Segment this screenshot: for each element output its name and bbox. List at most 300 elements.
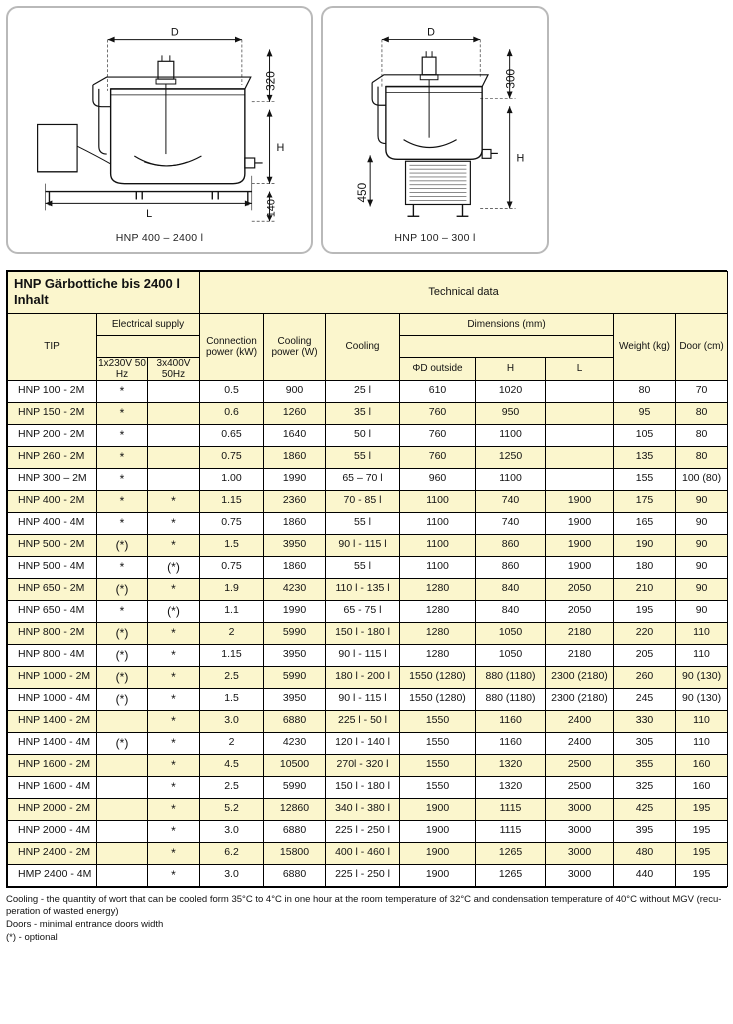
row-supply-3x400: * bbox=[148, 754, 200, 776]
row-door: 90 bbox=[676, 556, 728, 578]
row-dim-h: 1250 bbox=[476, 446, 546, 468]
row-cooling-power: 3950 bbox=[264, 688, 326, 710]
row-cooling-power: 4230 bbox=[264, 578, 326, 600]
row-door: 80 bbox=[676, 402, 728, 424]
row-dim-h: 950 bbox=[476, 402, 546, 424]
row-door: 160 bbox=[676, 776, 728, 798]
row-supply-3x400: * bbox=[148, 666, 200, 688]
row-tip: HNP 1600 - 2M bbox=[8, 754, 97, 776]
header-dim-d: ΦD outside bbox=[400, 357, 476, 380]
row-supply-3x400: * bbox=[148, 644, 200, 666]
row-cooling: 55 l bbox=[326, 512, 400, 534]
row-dim-h: 880 (1180) bbox=[476, 666, 546, 688]
row-dim-l: 2050 bbox=[546, 578, 614, 600]
row-supply-1x230: (*) bbox=[97, 534, 148, 556]
row-tip: HNP 2400 - 2M bbox=[8, 842, 97, 864]
row-cooling-power: 5990 bbox=[264, 776, 326, 798]
row-supply-3x400 bbox=[148, 446, 200, 468]
row-cooling: 90 l - 115 l bbox=[326, 688, 400, 710]
row-dim-d: 1280 bbox=[400, 578, 476, 600]
table-row bbox=[8, 776, 728, 798]
diagram-right-caption: HNP 100 – 300 l bbox=[394, 232, 476, 244]
row-door: 195 bbox=[676, 820, 728, 842]
row-weight: 245 bbox=[614, 688, 676, 710]
row-connection-power: 1.15 bbox=[200, 644, 264, 666]
row-cooling: 50 l bbox=[326, 424, 400, 446]
header-cooling-power: Cooling power (W) bbox=[264, 313, 326, 380]
row-connection-power: 2 bbox=[200, 732, 264, 754]
row-connection-power: 6.2 bbox=[200, 842, 264, 864]
row-supply-1x230: * bbox=[97, 446, 148, 468]
row-supply-1x230: (*) bbox=[97, 644, 148, 666]
row-dim-h: 840 bbox=[476, 600, 546, 622]
row-connection-power: 5.2 bbox=[200, 798, 264, 820]
row-supply-3x400: * bbox=[148, 512, 200, 534]
row-dim-d: 1550 bbox=[400, 776, 476, 798]
row-tip: HNP 400 - 4M bbox=[8, 512, 97, 534]
row-cooling: 150 l - 180 l bbox=[326, 776, 400, 798]
row-tip: HNP 1400 - 4M bbox=[8, 732, 97, 754]
row-dim-l: 2050 bbox=[546, 600, 614, 622]
row-weight: 95 bbox=[614, 402, 676, 424]
row-door: 90 bbox=[676, 600, 728, 622]
row-cooling: 90 l - 115 l bbox=[326, 644, 400, 666]
row-cooling-power: 1860 bbox=[264, 556, 326, 578]
row-dim-d: 760 bbox=[400, 424, 476, 446]
row-dim-l: 1900 bbox=[546, 490, 614, 512]
header-dimensions: Dimensions (mm) bbox=[400, 313, 614, 335]
row-connection-power: 1.00 bbox=[200, 468, 264, 490]
footnote-optional: (*) - optional bbox=[6, 931, 58, 943]
row-dim-h: 840 bbox=[476, 578, 546, 600]
row-supply-3x400 bbox=[148, 402, 200, 424]
row-weight: 165 bbox=[614, 512, 676, 534]
row-cooling: 55 l bbox=[326, 556, 400, 578]
row-dim-d: 960 bbox=[400, 468, 476, 490]
row-door: 90 (130) bbox=[676, 666, 728, 688]
row-connection-power: 3.0 bbox=[200, 820, 264, 842]
row-dim-h: 880 (1180) bbox=[476, 688, 546, 710]
row-cooling-power: 15800 bbox=[264, 842, 326, 864]
row-dim-d: 1100 bbox=[400, 490, 476, 512]
row-weight: 440 bbox=[614, 864, 676, 886]
row-tip: HNP 300 – 2M bbox=[8, 468, 97, 490]
row-tip: HMP 2400 - 4M bbox=[8, 864, 97, 886]
table-row bbox=[8, 490, 728, 512]
row-tip: HNP 800 - 4M bbox=[8, 644, 97, 666]
row-door: 100 (80) bbox=[676, 468, 728, 490]
row-cooling: 225 l - 250 l bbox=[326, 820, 400, 842]
row-cooling: 65 – 70 l bbox=[326, 468, 400, 490]
row-supply-1x230: * bbox=[97, 402, 148, 424]
table-row bbox=[8, 732, 728, 754]
row-connection-power: 4.5 bbox=[200, 754, 264, 776]
header-dim-h: H bbox=[476, 357, 546, 380]
row-dim-d: 1550 (1280) bbox=[400, 688, 476, 710]
row-weight: 155 bbox=[614, 468, 676, 490]
table-row bbox=[8, 842, 728, 864]
row-dim-l bbox=[546, 380, 614, 402]
row-supply-3x400: * bbox=[148, 490, 200, 512]
row-supply-3x400: * bbox=[148, 688, 200, 710]
row-dim-d: 1900 bbox=[400, 864, 476, 886]
row-cooling-power: 1640 bbox=[264, 424, 326, 446]
row-cooling: 90 l - 115 l bbox=[326, 534, 400, 556]
table-row bbox=[8, 754, 728, 776]
row-cooling: 110 l - 135 l bbox=[326, 578, 400, 600]
row-dim-l: 3000 bbox=[546, 798, 614, 820]
row-dim-d: 1550 bbox=[400, 732, 476, 754]
row-cooling: 225 l - 50 l bbox=[326, 710, 400, 732]
table-row bbox=[8, 380, 728, 402]
row-door: 90 bbox=[676, 534, 728, 556]
row-weight: 305 bbox=[614, 732, 676, 754]
header-door: Door (cm) bbox=[676, 313, 728, 380]
row-supply-1x230: * bbox=[97, 424, 148, 446]
row-dim-l: 2300 (2180) bbox=[546, 666, 614, 688]
row-weight: 195 bbox=[614, 600, 676, 622]
row-dim-d: 1280 bbox=[400, 644, 476, 666]
row-dim-h: 1050 bbox=[476, 622, 546, 644]
row-connection-power: 1.1 bbox=[200, 600, 264, 622]
row-supply-1x230 bbox=[97, 710, 148, 732]
row-connection-power: 1.5 bbox=[200, 534, 264, 556]
row-weight: 480 bbox=[614, 842, 676, 864]
row-dim-d: 1550 bbox=[400, 754, 476, 776]
row-tip: HNP 2000 - 2M bbox=[8, 798, 97, 820]
diagram-right-drawing bbox=[323, 8, 547, 252]
row-tip: HNP 1600 - 4M bbox=[8, 776, 97, 798]
header-dim-l: L bbox=[546, 357, 614, 380]
row-connection-power: 1.5 bbox=[200, 688, 264, 710]
row-door: 90 bbox=[676, 490, 728, 512]
row-supply-3x400 bbox=[148, 380, 200, 402]
row-weight: 180 bbox=[614, 556, 676, 578]
row-connection-power: 1.9 bbox=[200, 578, 264, 600]
row-tip: HNP 650 - 4M bbox=[8, 600, 97, 622]
row-cooling-power: 12860 bbox=[264, 798, 326, 820]
row-tip: HNP 2000 - 4M bbox=[8, 820, 97, 842]
row-door: 80 bbox=[676, 446, 728, 468]
header-tip: TIP bbox=[8, 313, 97, 380]
row-supply-3x400: (*) bbox=[148, 556, 200, 578]
table-row bbox=[8, 798, 728, 820]
row-cooling: 70 - 85 l bbox=[326, 490, 400, 512]
specification-table bbox=[6, 270, 727, 888]
row-tip: HNP 1000 - 4M bbox=[8, 688, 97, 710]
row-door: 90 (130) bbox=[676, 688, 728, 710]
row-dim-d: 760 bbox=[400, 446, 476, 468]
row-dim-h: 1265 bbox=[476, 864, 546, 886]
svg-text:450: 450 bbox=[356, 182, 370, 203]
row-cooling-power: 10500 bbox=[264, 754, 326, 776]
row-dim-l: 3000 bbox=[546, 864, 614, 886]
row-connection-power: 2.5 bbox=[200, 666, 264, 688]
footnotes bbox=[6, 894, 727, 945]
row-dim-h: 1320 bbox=[476, 776, 546, 798]
row-dim-l bbox=[546, 468, 614, 490]
row-tip: HNP 400 - 2M bbox=[8, 490, 97, 512]
row-supply-3x400: * bbox=[148, 732, 200, 754]
row-weight: 425 bbox=[614, 798, 676, 820]
row-cooling: 225 l - 250 l bbox=[326, 864, 400, 886]
row-dim-l bbox=[546, 424, 614, 446]
row-door: 110 bbox=[676, 644, 728, 666]
row-door: 80 bbox=[676, 424, 728, 446]
header-supply-3x400: 3x400V 50Hz bbox=[148, 357, 200, 380]
row-dim-l: 3000 bbox=[546, 820, 614, 842]
row-tip: HNP 650 - 2M bbox=[8, 578, 97, 600]
row-weight: 220 bbox=[614, 622, 676, 644]
table-row bbox=[8, 688, 728, 710]
row-dim-h: 860 bbox=[476, 556, 546, 578]
row-cooling: 400 l - 460 l bbox=[326, 842, 400, 864]
row-cooling-power: 3950 bbox=[264, 644, 326, 666]
row-dim-h: 740 bbox=[476, 512, 546, 534]
row-tip: HNP 500 - 4M bbox=[8, 556, 97, 578]
row-dim-d: 1900 bbox=[400, 842, 476, 864]
row-dim-d: 1280 bbox=[400, 622, 476, 644]
svg-text:D: D bbox=[427, 26, 435, 39]
diagram-left-caption: HNP 400 – 2400 l bbox=[115, 232, 204, 244]
row-dim-h: 1160 bbox=[476, 710, 546, 732]
footnote-cooling-cont: peration of wasted energy) bbox=[6, 906, 119, 918]
row-supply-3x400: * bbox=[148, 842, 200, 864]
row-door: 195 bbox=[676, 842, 728, 864]
svg-text:140: 140 bbox=[265, 199, 278, 218]
row-tip: HNP 260 - 2M bbox=[8, 446, 97, 468]
row-supply-3x400: * bbox=[148, 710, 200, 732]
row-supply-3x400 bbox=[148, 424, 200, 446]
row-dim-l: 2180 bbox=[546, 622, 614, 644]
row-cooling-power: 6880 bbox=[264, 820, 326, 842]
table-row bbox=[8, 468, 728, 490]
row-connection-power: 3.0 bbox=[200, 710, 264, 732]
row-cooling-power: 1260 bbox=[264, 402, 326, 424]
row-dim-h: 1160 bbox=[476, 732, 546, 754]
row-dim-d: 1550 bbox=[400, 710, 476, 732]
row-supply-1x230 bbox=[97, 820, 148, 842]
table-row bbox=[8, 666, 728, 688]
row-tip: HNP 1400 - 2M bbox=[8, 710, 97, 732]
row-cooling: 340 l - 380 l bbox=[326, 798, 400, 820]
row-supply-1x230: (*) bbox=[97, 666, 148, 688]
row-supply-1x230 bbox=[97, 864, 148, 886]
row-dim-h: 1100 bbox=[476, 468, 546, 490]
table-row bbox=[8, 402, 728, 424]
row-supply-3x400: * bbox=[148, 578, 200, 600]
table-row bbox=[8, 600, 728, 622]
row-cooling: 270l - 320 l bbox=[326, 754, 400, 776]
row-door: 110 bbox=[676, 710, 728, 732]
row-weight: 80 bbox=[614, 380, 676, 402]
row-connection-power: 0.75 bbox=[200, 556, 264, 578]
row-dim-l: 2180 bbox=[546, 644, 614, 666]
row-cooling: 55 l bbox=[326, 446, 400, 468]
row-cooling-power: 6880 bbox=[264, 710, 326, 732]
row-supply-1x230: * bbox=[97, 490, 148, 512]
table-row bbox=[8, 710, 728, 732]
row-dim-h: 1050 bbox=[476, 644, 546, 666]
row-dim-l: 2500 bbox=[546, 776, 614, 798]
row-tip: HNP 1000 - 2M bbox=[8, 666, 97, 688]
row-weight: 355 bbox=[614, 754, 676, 776]
diagram-row bbox=[0, 0, 733, 254]
row-door: 110 bbox=[676, 622, 728, 644]
header-electrical-supply: Electrical supply bbox=[97, 313, 200, 335]
table-row bbox=[8, 864, 728, 886]
table-row bbox=[8, 424, 728, 446]
row-cooling-power: 2360 bbox=[264, 490, 326, 512]
svg-text:L: L bbox=[146, 208, 153, 221]
row-tip: HNP 100 - 2M bbox=[8, 380, 97, 402]
row-door: 90 bbox=[676, 512, 728, 534]
row-supply-3x400 bbox=[148, 468, 200, 490]
row-supply-3x400: (*) bbox=[148, 600, 200, 622]
header-cooling: Cooling bbox=[326, 313, 400, 380]
row-weight: 330 bbox=[614, 710, 676, 732]
row-supply-1x230: (*) bbox=[97, 578, 148, 600]
row-dim-h: 1100 bbox=[476, 424, 546, 446]
row-dim-l: 2400 bbox=[546, 732, 614, 754]
svg-text:H: H bbox=[516, 152, 525, 165]
row-door: 195 bbox=[676, 798, 728, 820]
row-dim-h: 860 bbox=[476, 534, 546, 556]
row-tip: HNP 150 - 2M bbox=[8, 402, 97, 424]
row-weight: 205 bbox=[614, 644, 676, 666]
row-dim-d: 1100 bbox=[400, 512, 476, 534]
row-door: 90 bbox=[676, 578, 728, 600]
row-supply-1x230: * bbox=[97, 512, 148, 534]
row-dim-l: 2300 (2180) bbox=[546, 688, 614, 710]
row-weight: 210 bbox=[614, 578, 676, 600]
row-tip: HNP 200 - 2M bbox=[8, 424, 97, 446]
footnote-cooling: Cooling - the quantity of wort that can be cooled form 35°C to 4°C in one hour at the room temperature of 32°C and condensation temperature of 40°C without MGV (recu- bbox=[6, 893, 722, 905]
table-row bbox=[8, 644, 728, 666]
row-dim-h: 1115 bbox=[476, 798, 546, 820]
row-dim-h: 740 bbox=[476, 490, 546, 512]
row-connection-power: 2 bbox=[200, 622, 264, 644]
row-dim-l: 2500 bbox=[546, 754, 614, 776]
table-row bbox=[8, 820, 728, 842]
row-supply-3x400: * bbox=[148, 820, 200, 842]
row-dim-h: 1265 bbox=[476, 842, 546, 864]
row-connection-power: 1.15 bbox=[200, 490, 264, 512]
row-dim-d: 610 bbox=[400, 380, 476, 402]
row-cooling-power: 1990 bbox=[264, 468, 326, 490]
row-cooling-power: 1860 bbox=[264, 512, 326, 534]
table-row bbox=[8, 534, 728, 556]
row-connection-power: 0.65 bbox=[200, 424, 264, 446]
row-door: 70 bbox=[676, 380, 728, 402]
row-supply-1x230: (*) bbox=[97, 732, 148, 754]
row-supply-3x400: * bbox=[148, 534, 200, 556]
row-connection-power: 2.5 bbox=[200, 776, 264, 798]
row-cooling-power: 3950 bbox=[264, 534, 326, 556]
diagram-hnp-100-300 bbox=[321, 6, 549, 254]
diagram-left-drawing bbox=[8, 8, 311, 253]
row-tip: HNP 500 - 2M bbox=[8, 534, 97, 556]
row-cooling-power: 900 bbox=[264, 380, 326, 402]
row-door: 160 bbox=[676, 754, 728, 776]
row-cooling: 35 l bbox=[326, 402, 400, 424]
row-weight: 260 bbox=[614, 666, 676, 688]
row-connection-power: 0.75 bbox=[200, 512, 264, 534]
header-weight: Weight (kg) bbox=[614, 313, 676, 380]
row-dim-l: 1900 bbox=[546, 534, 614, 556]
row-dim-h: 1115 bbox=[476, 820, 546, 842]
row-cooling-power: 1860 bbox=[264, 446, 326, 468]
row-supply-3x400: * bbox=[148, 798, 200, 820]
row-supply-1x230 bbox=[97, 776, 148, 798]
svg-text:H: H bbox=[276, 142, 285, 155]
row-cooling-power: 4230 bbox=[264, 732, 326, 754]
row-dim-l: 1900 bbox=[546, 556, 614, 578]
row-dim-d: 1550 (1280) bbox=[400, 666, 476, 688]
row-dim-d: 1100 bbox=[400, 556, 476, 578]
row-weight: 325 bbox=[614, 776, 676, 798]
row-cooling-power: 5990 bbox=[264, 622, 326, 644]
row-dim-l: 1900 bbox=[546, 512, 614, 534]
row-supply-1x230 bbox=[97, 754, 148, 776]
row-supply-3x400: * bbox=[148, 776, 200, 798]
row-dim-l: 2400 bbox=[546, 710, 614, 732]
row-weight: 190 bbox=[614, 534, 676, 556]
row-weight: 105 bbox=[614, 424, 676, 446]
row-cooling-power: 6880 bbox=[264, 864, 326, 886]
row-supply-1x230: * bbox=[97, 600, 148, 622]
row-supply-1x230 bbox=[97, 842, 148, 864]
row-connection-power: 0.6 bbox=[200, 402, 264, 424]
row-dim-h: 1320 bbox=[476, 754, 546, 776]
table-body bbox=[8, 380, 728, 886]
header-connection-power: Connection power (kW) bbox=[200, 313, 264, 380]
row-cooling: 65 - 75 l bbox=[326, 600, 400, 622]
row-dim-d: 1900 bbox=[400, 820, 476, 842]
row-cooling: 120 l - 140 l bbox=[326, 732, 400, 754]
row-supply-3x400: * bbox=[148, 864, 200, 886]
row-dim-d: 1280 bbox=[400, 600, 476, 622]
row-supply-1x230: * bbox=[97, 468, 148, 490]
row-supply-3x400: * bbox=[148, 622, 200, 644]
row-cooling: 180 l - 200 l bbox=[326, 666, 400, 688]
table-row bbox=[8, 622, 728, 644]
table-row bbox=[8, 556, 728, 578]
table-technical-data-header: Technical data bbox=[200, 272, 728, 314]
row-supply-1x230: (*) bbox=[97, 622, 148, 644]
svg-text:300: 300 bbox=[504, 68, 518, 89]
row-dim-d: 1100 bbox=[400, 534, 476, 556]
row-dim-d: 760 bbox=[400, 402, 476, 424]
svg-text:D: D bbox=[170, 26, 179, 39]
row-dim-h: 1020 bbox=[476, 380, 546, 402]
row-supply-1x230: (*) bbox=[97, 688, 148, 710]
row-cooling: 25 l bbox=[326, 380, 400, 402]
row-dim-d: 1900 bbox=[400, 798, 476, 820]
row-connection-power: 0.5 bbox=[200, 380, 264, 402]
row-connection-power: 0.75 bbox=[200, 446, 264, 468]
row-tip: HNP 800 - 2M bbox=[8, 622, 97, 644]
table-row bbox=[8, 446, 728, 468]
header-supply-1x230: 1x230V 50 Hz bbox=[98, 357, 146, 380]
row-dim-l: 3000 bbox=[546, 842, 614, 864]
table-row bbox=[8, 512, 728, 534]
diagram-hnp-400-2400 bbox=[6, 6, 313, 254]
row-supply-1x230: * bbox=[97, 380, 148, 402]
svg-text:320: 320 bbox=[263, 71, 278, 91]
table-row bbox=[8, 578, 728, 600]
row-supply-1x230 bbox=[97, 798, 148, 820]
